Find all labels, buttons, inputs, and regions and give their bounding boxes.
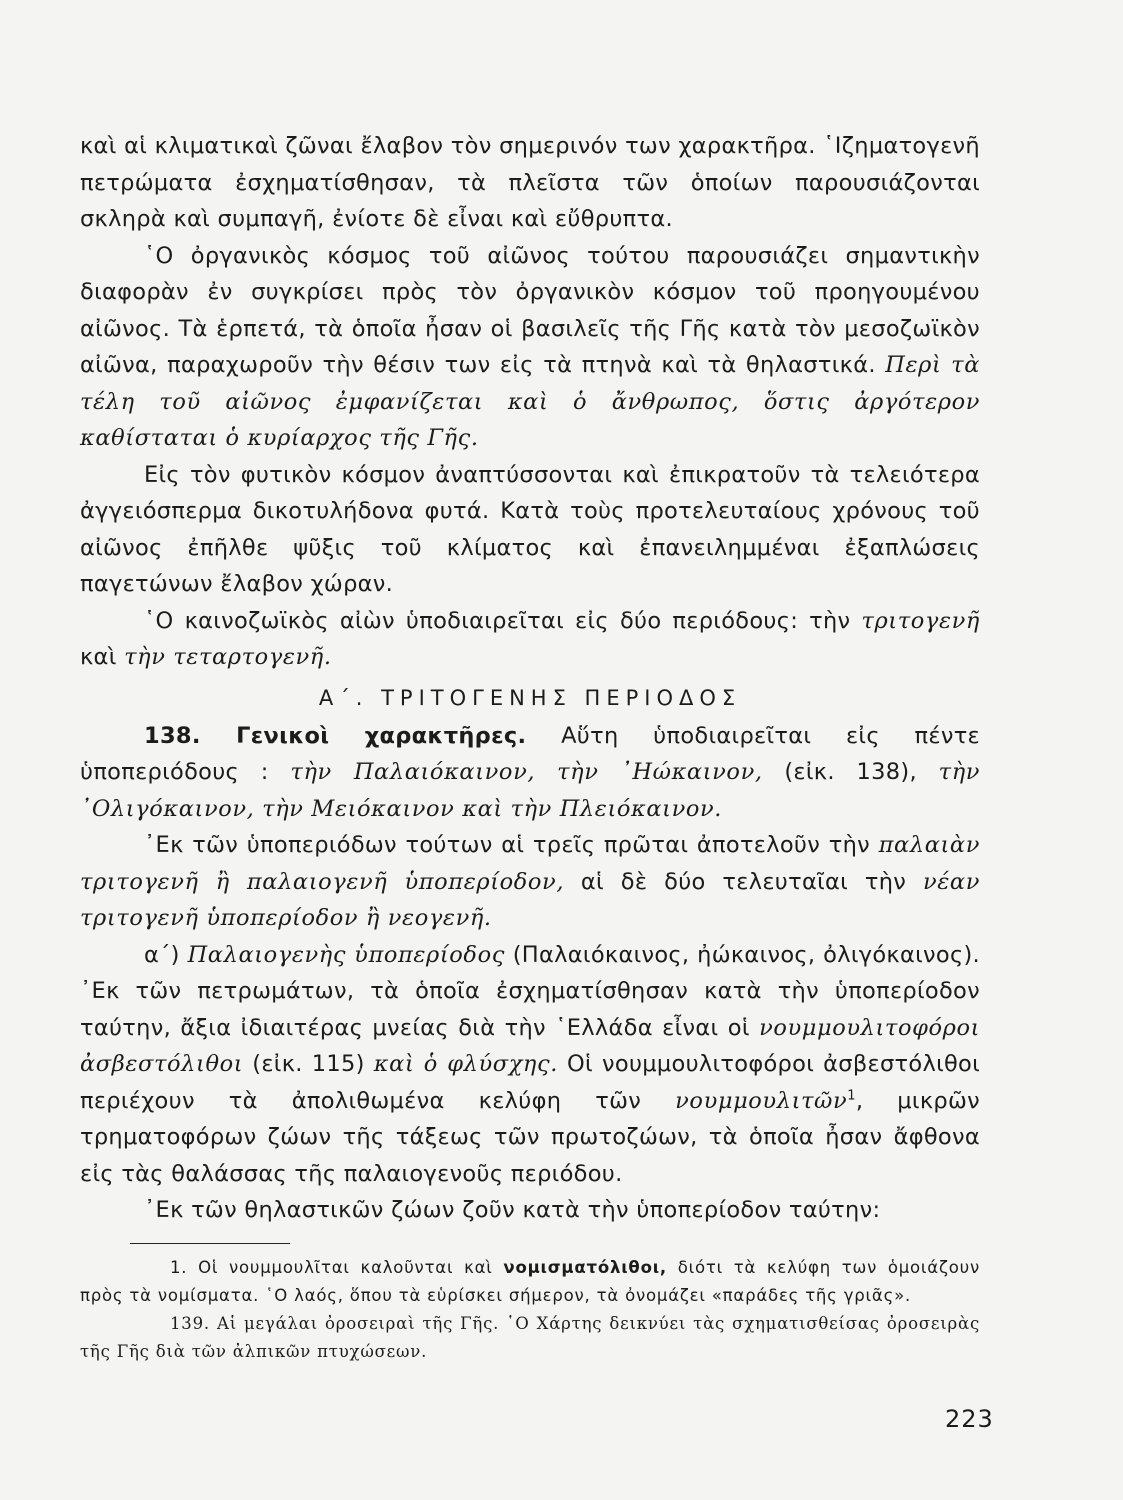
page-number: 223 bbox=[945, 1405, 994, 1433]
paragraph-1-text: καὶ αἱ κλιματικαὶ ζῶναι ἔλαβον τὸν σημερινόν των χαρακτῆρα. ῾Ιζηματογενῆ πετρώματα ἐσχηματίσθησαν, τὰ πλεῖστα τῶν ὁποίων παρουσιάζονται σκληρὰ καὶ συμπαγῆ, ἐνίοτε δὲ εἶναι καὶ εὔθρυπτα. bbox=[80, 133, 980, 232]
paragraph-7 bbox=[80, 1192, 980, 1229]
paragraph-6 bbox=[80, 937, 980, 1193]
footnote-1-text-a: 1. Οἱ νουμμουλῖται καλοῦνται καὶ bbox=[170, 1257, 493, 1277]
paragraph-3 bbox=[80, 457, 980, 603]
figure-caption-139-text: 139. Αἱ μεγάλαι ὀροσειραὶ τῆς Γῆς. ῾Ο Χάρτης δεικνύει τὰς σχηματισθείσας ὀροσειρὰς τῆς Γῆς διὰ τῶν ἀλπικῶν πτυχώσεων. bbox=[80, 1313, 980, 1361]
footnote-1-bold: νομισματόλιθοι, bbox=[503, 1257, 667, 1277]
paragraph-3-text: Εἰς τὸν φυτικὸν κόσμον ἀναπτύσσονται καὶ ἐπικρατοῦν τὰ τελειότερα ἀγγειόσπερμα δικοτυλήδονα φυτά. Κατὰ τοὺς προτελευταίους χρόνους τοῦ αἰῶνος ἐπῆλθε ψῦξις τοῦ κλίματος καὶ ἐπανειλημμέναι ἐξαπλώσεις παγετώνων ἔλαβον χώραν. bbox=[80, 461, 980, 597]
paragraph-5-italic-2: νέαν τριτογενῆ ὑποπερίοδον ἢ νεογενῆ. bbox=[80, 868, 981, 931]
page-body bbox=[80, 128, 980, 1366]
section-heading: Α΄. ΤΡΙΤΟΓΕΝΗΣ ΠΕΡΙΟΔΟΣ bbox=[318, 685, 742, 710]
paragraph-6-italic-1: Παλαιογενὴς ὑποπερίοδος bbox=[187, 941, 505, 968]
paragraph-2 bbox=[80, 238, 980, 457]
paragraph-1 bbox=[80, 128, 980, 238]
paragraph-6-text-1: α΄) bbox=[144, 941, 180, 968]
paragraph-4-text-a: ῾Ο καινοζωϊκὸς αἰὼν ὑποδιαιρεῖται εἰς δύο περιόδους: τὴν bbox=[144, 607, 851, 634]
paragraph-6-text-5: , μικρῶν τρηματοφόρων ζώων τῆς τάξεως τῶν πρωτοζώων, τὰ ὁποῖα ἦσαν ἄφθονα εἰς τὰς θαλάσσας τῆς παλαιογενοῦς περιόδου. bbox=[80, 1087, 980, 1187]
paragraph-2-italic: Περὶ τὰ τέλη τοῦ αἰῶνος ἐμφανίζεται καὶ ὁ ἄνθρωπος, ὅστις ἀργότερον καθίσταται ὁ κυρίαρχος τῆς Γῆς. bbox=[80, 352, 981, 451]
section-138-text-1: Αὕτη ὑποδιαιρεῖται εἰς πέντε ὑποπεριόδους : bbox=[80, 722, 981, 785]
paragraph-2-text: ῾Ο ὀργανικὸς κόσμος τοῦ αἰῶνος τούτου παρουσιάζει σημαντικὴν διαφορὰν ἐν συγκρίσει πρὸς τὸν ὀργανικὸν κόσμον τοῦ προηγουμένου αἰῶνος. Τὰ ἑρπετά, τὰ ὁποῖα ἦσαν οἱ βασιλεῖς τῆς Γῆς κατὰ τὸν μεσοζωϊκὸν αἰῶνα, παραχωροῦν τὴν θέσιν των εἰς τὰ πτηνὰ καὶ τὰ θηλαστικά. bbox=[80, 242, 980, 378]
paragraph-6-italic-3: καὶ ὁ φλύσχης. bbox=[373, 1051, 558, 1077]
paragraph-5-italic-1: παλαιὰν τριτογενῆ ἢ παλαιογενῆ ὑποπερίοδον, bbox=[80, 832, 980, 895]
section-138-text-2: (εἰκ. 138), bbox=[784, 759, 917, 785]
footnote-1-text-b: διότι τὰ κελύφη των ὁμοιάζουν πρὸς τὰ νομίσματα. ῾Ο λαός, ὅπου τὰ εὑρίσκει σήμερον, τὰ ὀνομάζει «παράδες τῆς γριᾶς». bbox=[80, 1257, 981, 1305]
paragraph-5 bbox=[80, 827, 980, 937]
figure-caption-139 bbox=[80, 1310, 980, 1366]
footnote-1 bbox=[80, 1254, 980, 1310]
paragraph-7-text: ᾿Εκ τῶν θηλαστικῶν ζώων ζοῦν κατὰ τὴν ὑποπερίοδον ταύτην: bbox=[144, 1197, 881, 1223]
section-138 bbox=[80, 718, 980, 828]
footnote-divider bbox=[130, 1243, 290, 1244]
paragraph-6-text-4: Οἱ νουμμουλιτοφόροι ἀσβεστόλιθοι περιέχουν τὰ ἀπολιθωμένα κελύφη τῶν bbox=[80, 1051, 981, 1114]
section-138-italic-1: τὴν Παλαιόκαινον, τὴν ᾿Ηώκαινον, bbox=[290, 759, 763, 785]
section-138-title: 138. Γενικοὶ χαρακτῆρες. bbox=[144, 722, 527, 749]
footnote-marker: 1 bbox=[847, 1088, 856, 1103]
paragraph-4 bbox=[80, 603, 980, 676]
paragraph-6-italic-2: νουμμουλιτοφόροι ἀσβεστόλιθοι bbox=[80, 1014, 981, 1077]
paragraph-6-text-3: (εἰκ. 115) bbox=[252, 1051, 365, 1077]
paragraph-6-italic-4: νουμμουλιτῶν bbox=[675, 1087, 848, 1114]
paragraph-4-text-c: καὶ bbox=[80, 644, 117, 670]
paragraph-5-text-2: αἱ δὲ δύο τελευταῖαι τὴν bbox=[580, 868, 907, 895]
paragraph-4-italic-b: τριτογενῆ bbox=[861, 607, 980, 634]
paragraph-4-italic-d: τὴν τεταρτογενῆ. bbox=[124, 644, 332, 670]
paragraph-5-text-1: ᾿Εκ τῶν ὑποπεριόδων τούτων αἱ τρεῖς πρῶται ἀποτελοῦν τὴν bbox=[144, 832, 871, 858]
paragraph-6-text-2: (Παλαιόκαινος, ἠώκαινος, ὀλιγόκαινος). ᾿Εκ τῶν πετρωμάτων, τὰ ὁποῖα ἐσχηματίσθησαν κατὰ τὴν ὑποπερίοδον ταύτην, ἄξια ἰδιαιτέρας μνείας διὰ τὴν ῾Ελλάδα εἶναι οἱ bbox=[80, 941, 981, 1041]
section-138-italic-2: τὴν ᾿Ολιγόκαινον, τὴν Μειόκαινον καὶ τὴν Πλειόκαινον. bbox=[80, 759, 981, 822]
